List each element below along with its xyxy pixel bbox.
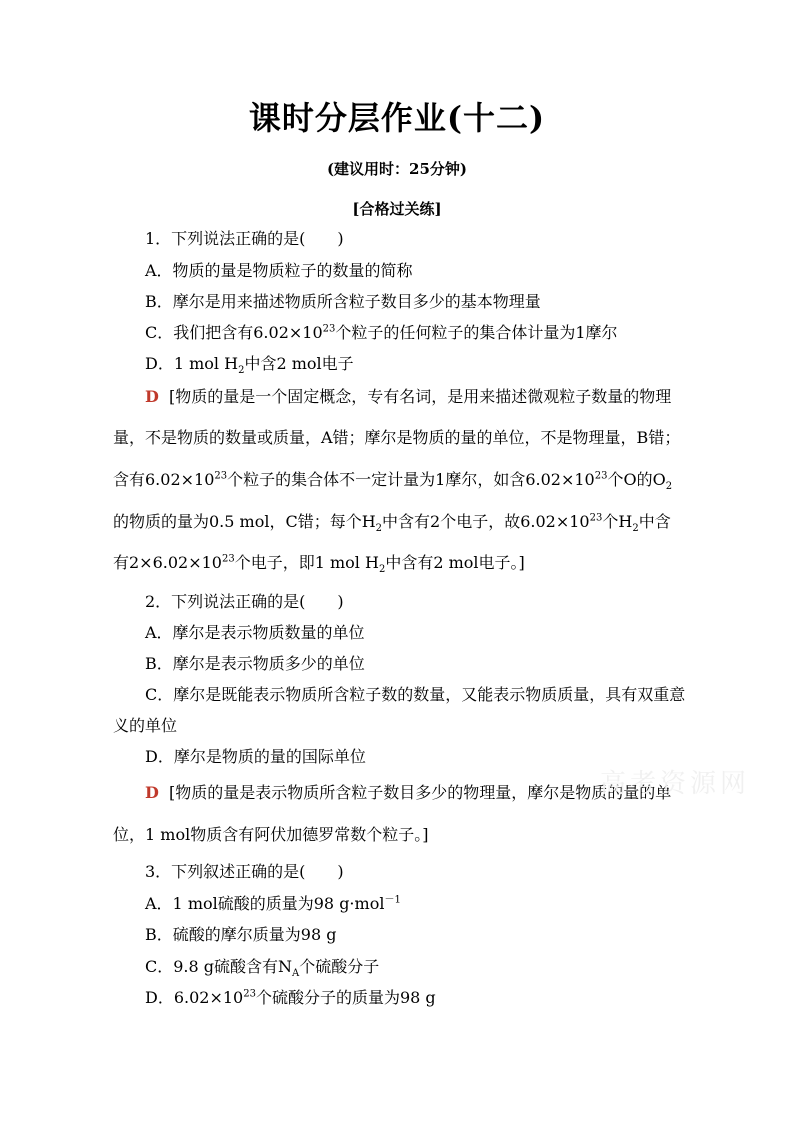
q1-stem: 1．下列说法正确的是( ) bbox=[145, 229, 344, 248]
q2-option-a: A．摩尔是表示物质数量的单位 bbox=[145, 623, 365, 642]
q1-answer: D bbox=[145, 387, 159, 406]
page-title: 课时分层作业(十二) bbox=[248, 99, 546, 137]
q1-explanation: D [物质的量是一个固定概念，专有名词，是用来描述微观粒子数量的物理 bbox=[145, 387, 672, 406]
section-heading: [合格过关练] bbox=[352, 200, 442, 218]
q2-explanation: D [物质的量是表示物质所含粒子数目多少的物理量，摩尔是物质的量的单 bbox=[145, 783, 672, 802]
q1-option-a: A．物质的量是物质粒子的数量的简称 bbox=[145, 261, 413, 280]
q1-option-b: B．摩尔是用来描述物质所含粒子数目多少的基本物理量 bbox=[145, 292, 541, 311]
q2-explanation-2: 位，1 mol物质含有阿伏加德罗常数个粒子。] bbox=[113, 825, 429, 844]
q1-option-d: D．1 mol $H_2$中含2 mol电子 bbox=[145, 354, 354, 377]
q2-option-c: C．摩尔是既能表示物质所含粒子数的数量，又能表示物质质量，具有双重意 bbox=[145, 685, 686, 704]
q3-option-c: C．9.8 g硫酸含有$N_A$个硫酸分子 bbox=[145, 957, 380, 980]
q1-explanation-2: 量，不是物质的数量或质量，A错；摩尔是物质的量的单位，不是物理量，B错； bbox=[113, 428, 681, 447]
q3-option-d: D．$6.02\times 10^{23}$个硫酸分子的质量为98 g bbox=[145, 988, 436, 1007]
suggested-time: (建议用时：25分钟) bbox=[326, 160, 468, 178]
q3-option-a: A．1 mol硫酸的质量为98 g·mol$^{-1}$ bbox=[145, 894, 401, 913]
q1-explanation-3: 含有$6.02\times 10^{23}$个粒子的集合体不一定计量为1摩尔，如含$6.02\times 10^{23}$个O的$O_2$ bbox=[113, 470, 673, 493]
q2-answer: D bbox=[145, 783, 159, 802]
q2-option-d: D．摩尔是物质的量的国际单位 bbox=[145, 747, 366, 766]
q2-stem: 2．下列说法正确的是( ) bbox=[145, 592, 344, 611]
q2-option-c-cont: 义的单位 bbox=[113, 716, 178, 735]
watermark: 高考资源网 bbox=[600, 769, 751, 799]
q3-stem: 3．下列叙述正确的是( ) bbox=[145, 862, 344, 881]
q1-explanation-5: 有$2\times 6.02\times 10^{23}$个电子，即1 mol $H_2$中含有2 mol电子。] bbox=[113, 553, 525, 576]
q1-option-c: C．我们把含有$6.02\times 10^{23}$个粒子的任何粒子的集合体计量为1摩尔 bbox=[145, 323, 618, 342]
q2-option-b: B．摩尔是表示物质多少的单位 bbox=[145, 654, 365, 673]
q3-option-b: B．硫酸的摩尔质量为98 g bbox=[145, 925, 337, 944]
q1-explanation-4: 的物质的量为0.5 mol，C错；每个$H_2$中含有2个电子，故$6.02\times 10^{23}$个$H_2$中含 bbox=[113, 512, 671, 535]
